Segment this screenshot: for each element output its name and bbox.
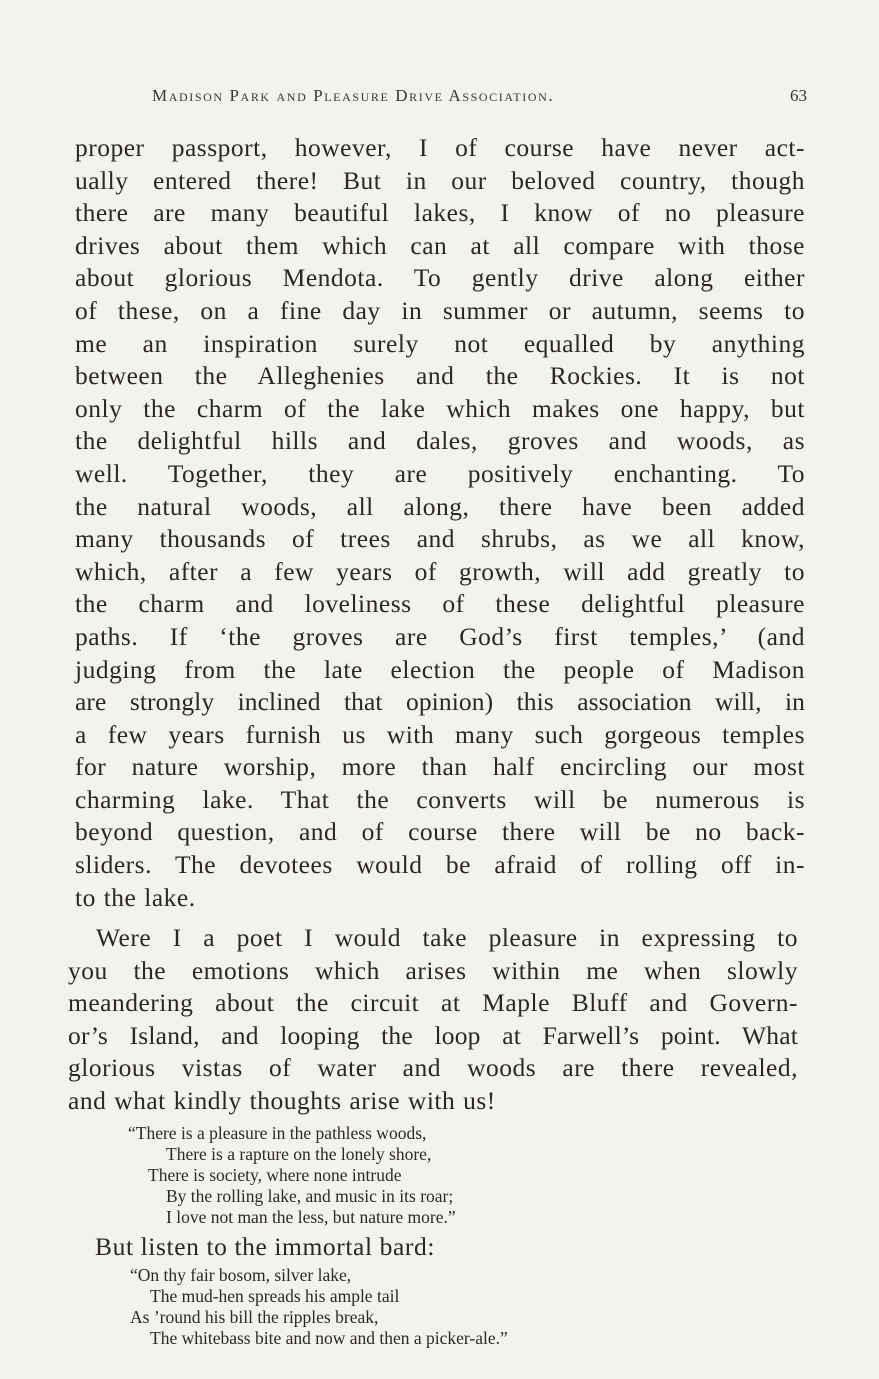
text-line: charming lake. That the converts will be numerous is bbox=[75, 784, 805, 814]
text-line: the delightful hills and dales, groves and woods, as bbox=[75, 426, 805, 456]
poem-line: There is a rapture on the lonely shore, bbox=[166, 1144, 432, 1164]
poem-quote-1 bbox=[128, 1123, 456, 1228]
text-line: about glorious Mendota. To gently drive along either bbox=[75, 263, 805, 293]
poem-line: The mud-hen spreads his ample tail bbox=[150, 1286, 400, 1306]
text-line: for nature worship, more than half encircling our most bbox=[75, 752, 805, 782]
text-line: you the emotions which arises within me when slowly bbox=[68, 955, 798, 985]
poem-line: “There is a pleasure in the pathless woods, bbox=[128, 1123, 427, 1143]
text-line: meandering about the circuit at Maple Bluff and Govern- bbox=[68, 988, 798, 1018]
text-line: paths. If ‘the groves are God’s first temples,’ (and bbox=[75, 621, 805, 651]
bard-line: But listen to the immortal bard: bbox=[95, 1232, 436, 1261]
paragraph-1 bbox=[75, 132, 805, 914]
text-line: of these, on a fine day in summer or autumn, seems to bbox=[75, 295, 805, 325]
text-line: drives about them which can at all compare with those bbox=[75, 230, 805, 260]
text-line: are strongly inclined that opinion) this association will, in bbox=[75, 687, 805, 717]
text-line: Were I a poet I would take pleasure in expressing to bbox=[96, 923, 798, 952]
poem-line: “On thy fair bosom, silver lake, bbox=[130, 1265, 352, 1285]
text-line: beyond question, and of course there will be no back- bbox=[75, 817, 805, 847]
text-line: proper passport, however, I of course have never act- bbox=[75, 133, 805, 162]
poem-line: By the rolling lake, and music in its roar; bbox=[166, 1186, 454, 1206]
text-line: me an inspiration surely not equalled by anything bbox=[75, 328, 805, 358]
text-line: and what kindly thoughts arise with us! bbox=[68, 1085, 496, 1115]
paragraph-2 bbox=[68, 922, 798, 1118]
poem-quote-2 bbox=[130, 1265, 508, 1349]
text-line: ually entered there! But in our beloved country, though bbox=[75, 165, 805, 195]
text-line: between the Alleghenies and the Rockies. It is not bbox=[75, 361, 805, 391]
running-head: Madison Park and Pleasure Drive Association. bbox=[152, 86, 555, 105]
text-line: sliders. The devotees would be afraid of rolling off in- bbox=[75, 850, 805, 880]
text-line: glorious vistas of water and woods are there revealed, bbox=[68, 1053, 798, 1083]
poem-line: The whitebass bite and now and then a picker-ale.” bbox=[150, 1328, 508, 1348]
poem-line: As ’round his bill the ripples break, bbox=[130, 1307, 379, 1327]
text-line: or’s Island, and looping the loop at Farwell’s point. What bbox=[68, 1020, 798, 1050]
page-header bbox=[0, 86, 879, 114]
text-line: only the charm of the lake which makes one happy, but bbox=[75, 393, 805, 423]
text-line: the natural woods, all along, there have been added bbox=[75, 491, 805, 521]
text-line: well. Together, they are positively enchanting. To bbox=[75, 458, 805, 488]
poem-line: There is society, where none intrude bbox=[148, 1165, 402, 1185]
text-line: many thousands of trees and shrubs, as we all know, bbox=[75, 524, 805, 554]
text-line: to the lake. bbox=[75, 882, 196, 912]
text-line: a few years furnish us with many such gorgeous temples bbox=[75, 719, 805, 749]
text-line: judging from the late election the people of Madison bbox=[75, 654, 805, 684]
text-line: there are many beautiful lakes, I know of no pleasure bbox=[75, 198, 805, 228]
poem-line: I love not man the less, but nature more.” bbox=[166, 1207, 456, 1227]
text-line: which, after a few years of growth, will add greatly to bbox=[75, 556, 805, 586]
page-number: 63 bbox=[790, 86, 807, 105]
text-line: the charm and loveliness of these delightful pleasure bbox=[75, 589, 805, 619]
